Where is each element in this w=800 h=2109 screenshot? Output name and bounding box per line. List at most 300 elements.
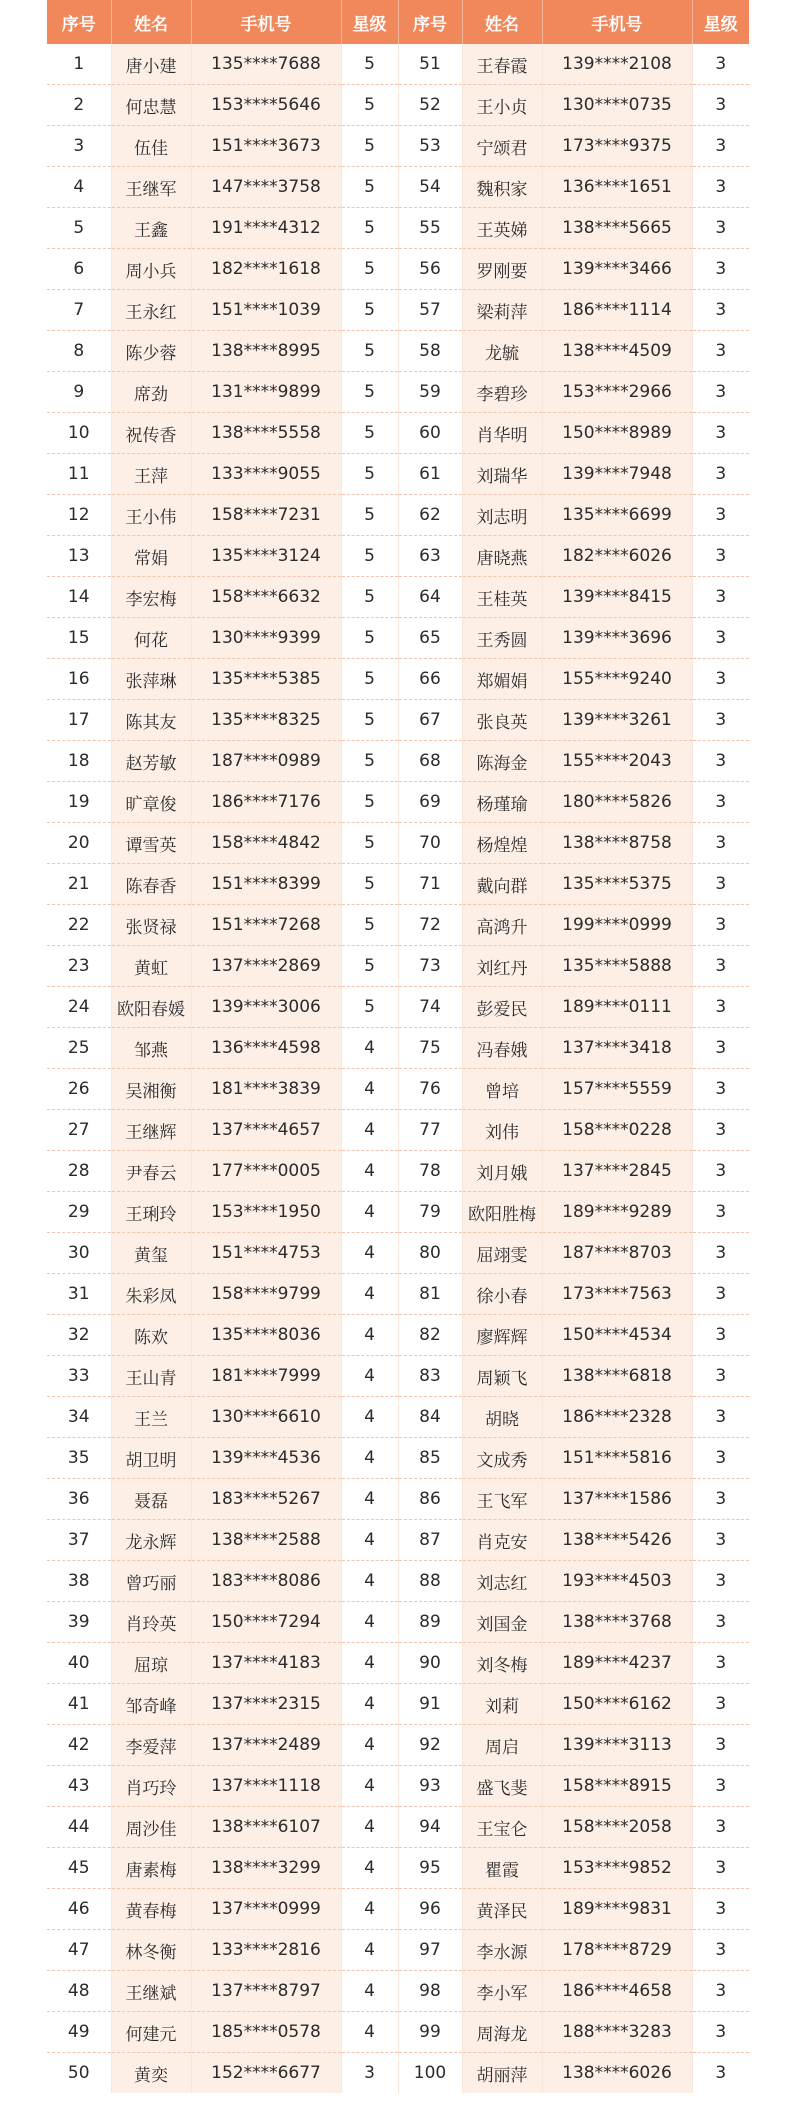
name-cell: 何花 — [111, 618, 191, 659]
phone-cell: 158****4842 — [191, 823, 341, 864]
seq-cell: 37 — [47, 1520, 111, 1561]
seq-cell: 32 — [47, 1315, 111, 1356]
phone-cell: 135****7688 — [191, 44, 341, 85]
star-cell: 5 — [341, 167, 398, 208]
phone-cell: 138****8758 — [542, 823, 692, 864]
name-cell: 王春霞 — [462, 44, 542, 85]
name-cell: 谭雪英 — [111, 823, 191, 864]
star-cell: 3 — [692, 126, 749, 167]
phone-cell: 138****4509 — [542, 331, 692, 372]
phone-cell: 151****3673 — [191, 126, 341, 167]
star-cell: 3 — [692, 1274, 749, 1315]
name-cell: 伍佳 — [111, 126, 191, 167]
seq-cell: 98 — [398, 1971, 462, 2012]
star-cell: 5 — [341, 536, 398, 577]
star-cell: 3 — [692, 864, 749, 905]
star-cell: 3 — [341, 2053, 398, 2094]
star-cell: 4 — [341, 1725, 398, 1766]
name-cell: 杨煌煌 — [462, 823, 542, 864]
star-cell: 5 — [341, 659, 398, 700]
phone-cell: 138****3299 — [191, 1848, 341, 1889]
phone-cell: 189****9831 — [542, 1889, 692, 1930]
seq-cell: 99 — [398, 2012, 462, 2053]
star-cell: 5 — [341, 905, 398, 946]
name-cell: 刘国金 — [462, 1602, 542, 1643]
star-cell: 3 — [692, 331, 749, 372]
star-cell: 4 — [341, 1602, 398, 1643]
table-row — [47, 1397, 749, 1438]
seq-cell: 5 — [47, 208, 111, 249]
name-cell: 肖巧玲 — [111, 1766, 191, 1807]
phone-cell: 135****8036 — [191, 1315, 341, 1356]
name-cell: 陈其友 — [111, 700, 191, 741]
table-row — [47, 1233, 749, 1274]
star-cell: 3 — [692, 987, 749, 1028]
star-cell: 3 — [692, 1438, 749, 1479]
seq-cell: 49 — [47, 2012, 111, 2053]
seq-cell: 47 — [47, 1930, 111, 1971]
star-cell: 4 — [341, 2012, 398, 2053]
table-row — [47, 1684, 749, 1725]
star-cell: 3 — [692, 413, 749, 454]
name-cell: 欧阳春媛 — [111, 987, 191, 1028]
name-cell: 刘志明 — [462, 495, 542, 536]
name-cell: 李宏梅 — [111, 577, 191, 618]
star-cell: 3 — [692, 1643, 749, 1684]
phone-cell: 138****3768 — [542, 1602, 692, 1643]
name-cell: 王鑫 — [111, 208, 191, 249]
phone-cell: 183****5267 — [191, 1479, 341, 1520]
star-cell: 3 — [692, 946, 749, 987]
seq-cell: 89 — [398, 1602, 462, 1643]
table-row — [47, 1602, 749, 1643]
name-cell: 肖克安 — [462, 1520, 542, 1561]
seq-cell: 91 — [398, 1684, 462, 1725]
seq-cell: 97 — [398, 1930, 462, 1971]
seq-cell: 88 — [398, 1561, 462, 1602]
seq-cell: 21 — [47, 864, 111, 905]
star-cell: 3 — [692, 208, 749, 249]
star-cell: 3 — [692, 1848, 749, 1889]
name-cell: 陈海金 — [462, 741, 542, 782]
name-cell: 祝传香 — [111, 413, 191, 454]
phone-cell: 139****7948 — [542, 454, 692, 495]
star-cell: 5 — [341, 741, 398, 782]
seq-cell: 70 — [398, 823, 462, 864]
header-seq: 序号 — [398, 0, 462, 44]
name-cell: 王继辉 — [111, 1110, 191, 1151]
table-row — [47, 618, 749, 659]
seq-cell: 41 — [47, 1684, 111, 1725]
header-phone: 手机号 — [542, 0, 692, 44]
table-row — [47, 905, 749, 946]
star-cell: 5 — [341, 700, 398, 741]
table-row — [47, 249, 749, 290]
phone-cell: 182****1618 — [191, 249, 341, 290]
name-cell: 文成秀 — [462, 1438, 542, 1479]
phone-cell: 151****8399 — [191, 864, 341, 905]
name-cell: 龙永辉 — [111, 1520, 191, 1561]
phone-cell: 158****9799 — [191, 1274, 341, 1315]
phone-cell: 151****5816 — [542, 1438, 692, 1479]
star-cell: 4 — [341, 1397, 398, 1438]
seq-cell: 16 — [47, 659, 111, 700]
star-cell: 3 — [692, 659, 749, 700]
phone-cell: 177****0005 — [191, 1151, 341, 1192]
phone-cell: 137****1118 — [191, 1766, 341, 1807]
phone-cell: 139****8415 — [542, 577, 692, 618]
phone-cell: 155****2043 — [542, 741, 692, 782]
name-cell: 张萍琳 — [111, 659, 191, 700]
phone-cell: 139****3466 — [542, 249, 692, 290]
star-cell: 4 — [341, 1643, 398, 1684]
name-cell: 王飞军 — [462, 1479, 542, 1520]
phone-cell: 181****3839 — [191, 1069, 341, 1110]
star-cell: 4 — [341, 1233, 398, 1274]
table-row — [47, 1561, 749, 1602]
table-row — [47, 331, 749, 372]
phone-cell: 153****5646 — [191, 85, 341, 126]
star-cell: 5 — [341, 44, 398, 85]
name-cell: 朱彩凤 — [111, 1274, 191, 1315]
phone-cell: 138****5665 — [542, 208, 692, 249]
seq-cell: 71 — [398, 864, 462, 905]
star-cell: 3 — [692, 823, 749, 864]
name-cell: 黄春梅 — [111, 1889, 191, 1930]
name-cell: 邹奇峰 — [111, 1684, 191, 1725]
phone-cell: 137****3418 — [542, 1028, 692, 1069]
star-cell: 5 — [341, 208, 398, 249]
seq-cell: 57 — [398, 290, 462, 331]
name-cell: 刘月娥 — [462, 1151, 542, 1192]
header-star: 星级 — [341, 0, 398, 44]
phone-cell: 135****5888 — [542, 946, 692, 987]
star-cell: 4 — [341, 1069, 398, 1110]
phone-cell: 189****9289 — [542, 1192, 692, 1233]
name-cell: 黄泽民 — [462, 1889, 542, 1930]
star-cell: 4 — [341, 1520, 398, 1561]
star-cell: 4 — [341, 1889, 398, 1930]
phone-cell: 137****2845 — [542, 1151, 692, 1192]
name-cell: 肖玲英 — [111, 1602, 191, 1643]
table-row — [47, 1192, 749, 1233]
phone-cell: 139****2108 — [542, 44, 692, 85]
table-row — [47, 577, 749, 618]
phone-cell: 158****6632 — [191, 577, 341, 618]
name-cell: 李爱萍 — [111, 1725, 191, 1766]
phone-cell: 130****9399 — [191, 618, 341, 659]
phone-cell: 151****4753 — [191, 1233, 341, 1274]
star-cell: 5 — [341, 331, 398, 372]
phone-cell: 138****6107 — [191, 1807, 341, 1848]
table-row — [47, 1110, 749, 1151]
seq-cell: 75 — [398, 1028, 462, 1069]
star-cell: 5 — [341, 946, 398, 987]
star-cell: 4 — [341, 1971, 398, 2012]
name-cell: 刘瑞华 — [462, 454, 542, 495]
name-cell: 徐小春 — [462, 1274, 542, 1315]
phone-cell: 158****0228 — [542, 1110, 692, 1151]
seq-cell: 39 — [47, 1602, 111, 1643]
seq-cell: 95 — [398, 1848, 462, 1889]
phone-cell: 155****9240 — [542, 659, 692, 700]
star-cell: 3 — [692, 1069, 749, 1110]
name-cell: 宁颂君 — [462, 126, 542, 167]
seq-cell: 24 — [47, 987, 111, 1028]
table-row — [47, 700, 749, 741]
header-row — [47, 0, 749, 44]
phone-cell: 139****4536 — [191, 1438, 341, 1479]
seq-cell: 33 — [47, 1356, 111, 1397]
seq-cell: 90 — [398, 1643, 462, 1684]
table-row — [47, 946, 749, 987]
seq-cell: 36 — [47, 1479, 111, 1520]
name-cell: 何建元 — [111, 2012, 191, 2053]
table-row — [47, 536, 749, 577]
seq-cell: 51 — [398, 44, 462, 85]
table-row — [47, 85, 749, 126]
star-cell: 5 — [341, 864, 398, 905]
seq-cell: 83 — [398, 1356, 462, 1397]
name-cell: 张贤禄 — [111, 905, 191, 946]
star-cell: 5 — [341, 249, 398, 290]
name-cell: 陈少蓉 — [111, 331, 191, 372]
seq-cell: 76 — [398, 1069, 462, 1110]
star-cell: 5 — [341, 454, 398, 495]
name-cell: 常娟 — [111, 536, 191, 577]
phone-cell: 138****6818 — [542, 1356, 692, 1397]
phone-cell: 153****1950 — [191, 1192, 341, 1233]
phone-cell: 135****8325 — [191, 700, 341, 741]
star-cell: 3 — [692, 1889, 749, 1930]
name-cell: 席劲 — [111, 372, 191, 413]
star-cell: 4 — [341, 1274, 398, 1315]
name-cell: 周颖飞 — [462, 1356, 542, 1397]
name-cell: 尹春云 — [111, 1151, 191, 1192]
seq-cell: 65 — [398, 618, 462, 659]
table-row — [47, 1971, 749, 2012]
phone-cell: 139****3696 — [542, 618, 692, 659]
name-cell: 唐晓燕 — [462, 536, 542, 577]
phone-cell: 199****0999 — [542, 905, 692, 946]
name-cell: 瞿霞 — [462, 1848, 542, 1889]
seq-cell: 2 — [47, 85, 111, 126]
name-cell: 盛飞斐 — [462, 1766, 542, 1807]
name-cell: 王萍 — [111, 454, 191, 495]
seq-cell: 92 — [398, 1725, 462, 1766]
seq-cell: 79 — [398, 1192, 462, 1233]
name-cell: 王宝仑 — [462, 1807, 542, 1848]
seq-cell: 42 — [47, 1725, 111, 1766]
table-row — [47, 1643, 749, 1684]
star-cell: 3 — [692, 1110, 749, 1151]
seq-cell: 31 — [47, 1274, 111, 1315]
name-cell: 周沙佳 — [111, 1807, 191, 1848]
star-cell: 4 — [341, 1766, 398, 1807]
phone-cell: 139****3261 — [542, 700, 692, 741]
star-cell: 3 — [692, 167, 749, 208]
table-row — [47, 1848, 749, 1889]
phone-cell: 187****8703 — [542, 1233, 692, 1274]
table-row — [47, 1274, 749, 1315]
phone-cell: 138****2588 — [191, 1520, 341, 1561]
table-row — [47, 987, 749, 1028]
table-row — [47, 126, 749, 167]
name-cell: 王继斌 — [111, 1971, 191, 2012]
table-header — [47, 0, 749, 44]
phone-cell: 138****6026 — [542, 2053, 692, 2094]
star-cell: 5 — [341, 577, 398, 618]
phone-cell: 135****3124 — [191, 536, 341, 577]
name-cell: 李碧珍 — [462, 372, 542, 413]
phone-cell: 193****4503 — [542, 1561, 692, 1602]
table-row — [47, 1479, 749, 1520]
seq-cell: 9 — [47, 372, 111, 413]
name-cell: 屈翊雯 — [462, 1233, 542, 1274]
seq-cell: 3 — [47, 126, 111, 167]
seq-cell: 11 — [47, 454, 111, 495]
name-cell: 王桂英 — [462, 577, 542, 618]
name-cell: 魏积家 — [462, 167, 542, 208]
star-cell: 3 — [692, 1520, 749, 1561]
star-cell: 3 — [692, 1602, 749, 1643]
phone-cell: 136****4598 — [191, 1028, 341, 1069]
table-body — [47, 44, 749, 2093]
star-cell: 3 — [692, 1725, 749, 1766]
phone-cell: 158****7231 — [191, 495, 341, 536]
phone-cell: 186****4658 — [542, 1971, 692, 2012]
table-row — [47, 372, 749, 413]
seq-cell: 69 — [398, 782, 462, 823]
phone-cell: 135****5385 — [191, 659, 341, 700]
star-cell: 3 — [692, 290, 749, 331]
phone-cell: 182****6026 — [542, 536, 692, 577]
name-cell: 肖华明 — [462, 413, 542, 454]
phone-cell: 157****5559 — [542, 1069, 692, 1110]
star-cell: 4 — [341, 1930, 398, 1971]
name-cell: 周小兵 — [111, 249, 191, 290]
seq-cell: 6 — [47, 249, 111, 290]
table-row — [47, 167, 749, 208]
table-row — [47, 495, 749, 536]
phone-cell: 189****0111 — [542, 987, 692, 1028]
seq-cell: 82 — [398, 1315, 462, 1356]
star-cell: 3 — [692, 1479, 749, 1520]
name-cell: 旷章俊 — [111, 782, 191, 823]
seq-cell: 29 — [47, 1192, 111, 1233]
star-cell: 3 — [692, 85, 749, 126]
table-row — [47, 659, 749, 700]
name-cell: 王秀圆 — [462, 618, 542, 659]
star-cell: 3 — [692, 905, 749, 946]
seq-cell: 25 — [47, 1028, 111, 1069]
phone-cell: 151****1039 — [191, 290, 341, 331]
seq-cell: 78 — [398, 1151, 462, 1192]
star-cell: 3 — [692, 1028, 749, 1069]
seq-cell: 63 — [398, 536, 462, 577]
name-cell: 刘志红 — [462, 1561, 542, 1602]
phone-cell: 186****1114 — [542, 290, 692, 331]
star-cell: 3 — [692, 1151, 749, 1192]
star-cell: 4 — [341, 1028, 398, 1069]
seq-cell: 93 — [398, 1766, 462, 1807]
name-cell: 曾巧丽 — [111, 1561, 191, 1602]
seq-cell: 1 — [47, 44, 111, 85]
phone-cell: 188****3283 — [542, 2012, 692, 2053]
seq-cell: 54 — [398, 167, 462, 208]
seq-cell: 22 — [47, 905, 111, 946]
table-row — [47, 1520, 749, 1561]
phone-cell: 130****6610 — [191, 1397, 341, 1438]
phone-cell: 191****4312 — [191, 208, 341, 249]
name-cell: 王兰 — [111, 1397, 191, 1438]
phone-cell: 153****9852 — [542, 1848, 692, 1889]
phone-cell: 131****9899 — [191, 372, 341, 413]
seq-cell: 55 — [398, 208, 462, 249]
name-cell: 高鸿升 — [462, 905, 542, 946]
phone-cell: 137****1586 — [542, 1479, 692, 1520]
name-cell: 唐素梅 — [111, 1848, 191, 1889]
name-cell: 龙毓 — [462, 331, 542, 372]
star-cell: 3 — [692, 1807, 749, 1848]
star-cell: 4 — [341, 1315, 398, 1356]
phone-cell: 138****8995 — [191, 331, 341, 372]
name-cell: 梁莉萍 — [462, 290, 542, 331]
phone-cell: 130****0735 — [542, 85, 692, 126]
table-row — [47, 1725, 749, 1766]
seq-cell: 64 — [398, 577, 462, 618]
seq-cell: 18 — [47, 741, 111, 782]
name-cell: 何忠慧 — [111, 85, 191, 126]
seq-cell: 28 — [47, 1151, 111, 1192]
table-row — [47, 741, 749, 782]
name-cell: 陈欢 — [111, 1315, 191, 1356]
phone-cell: 137****2869 — [191, 946, 341, 987]
name-cell: 王小贞 — [462, 85, 542, 126]
phone-cell: 147****3758 — [191, 167, 341, 208]
header-star: 星级 — [692, 0, 749, 44]
name-cell: 周海龙 — [462, 2012, 542, 2053]
table-row — [47, 2053, 749, 2094]
star-cell: 5 — [341, 290, 398, 331]
star-cell: 3 — [692, 1315, 749, 1356]
table-row — [47, 1438, 749, 1479]
seq-cell: 20 — [47, 823, 111, 864]
seq-cell: 73 — [398, 946, 462, 987]
name-cell: 聂磊 — [111, 1479, 191, 1520]
name-cell: 周启 — [462, 1725, 542, 1766]
star-cell: 4 — [341, 1684, 398, 1725]
phone-cell: 137****4183 — [191, 1643, 341, 1684]
star-cell: 3 — [692, 700, 749, 741]
table-row — [47, 44, 749, 85]
seq-cell: 7 — [47, 290, 111, 331]
seq-cell: 40 — [47, 1643, 111, 1684]
star-cell: 3 — [692, 495, 749, 536]
star-cell: 3 — [692, 1971, 749, 2012]
name-cell: 张良英 — [462, 700, 542, 741]
seq-cell: 81 — [398, 1274, 462, 1315]
phone-cell: 150****4534 — [542, 1315, 692, 1356]
phone-cell: 150****7294 — [191, 1602, 341, 1643]
seq-cell: 100 — [398, 2053, 462, 2094]
star-cell: 3 — [692, 1561, 749, 1602]
star-cell: 5 — [341, 782, 398, 823]
member-table — [47, 0, 749, 2093]
seq-cell: 43 — [47, 1766, 111, 1807]
phone-cell: 183****8086 — [191, 1561, 341, 1602]
table-row — [47, 290, 749, 331]
